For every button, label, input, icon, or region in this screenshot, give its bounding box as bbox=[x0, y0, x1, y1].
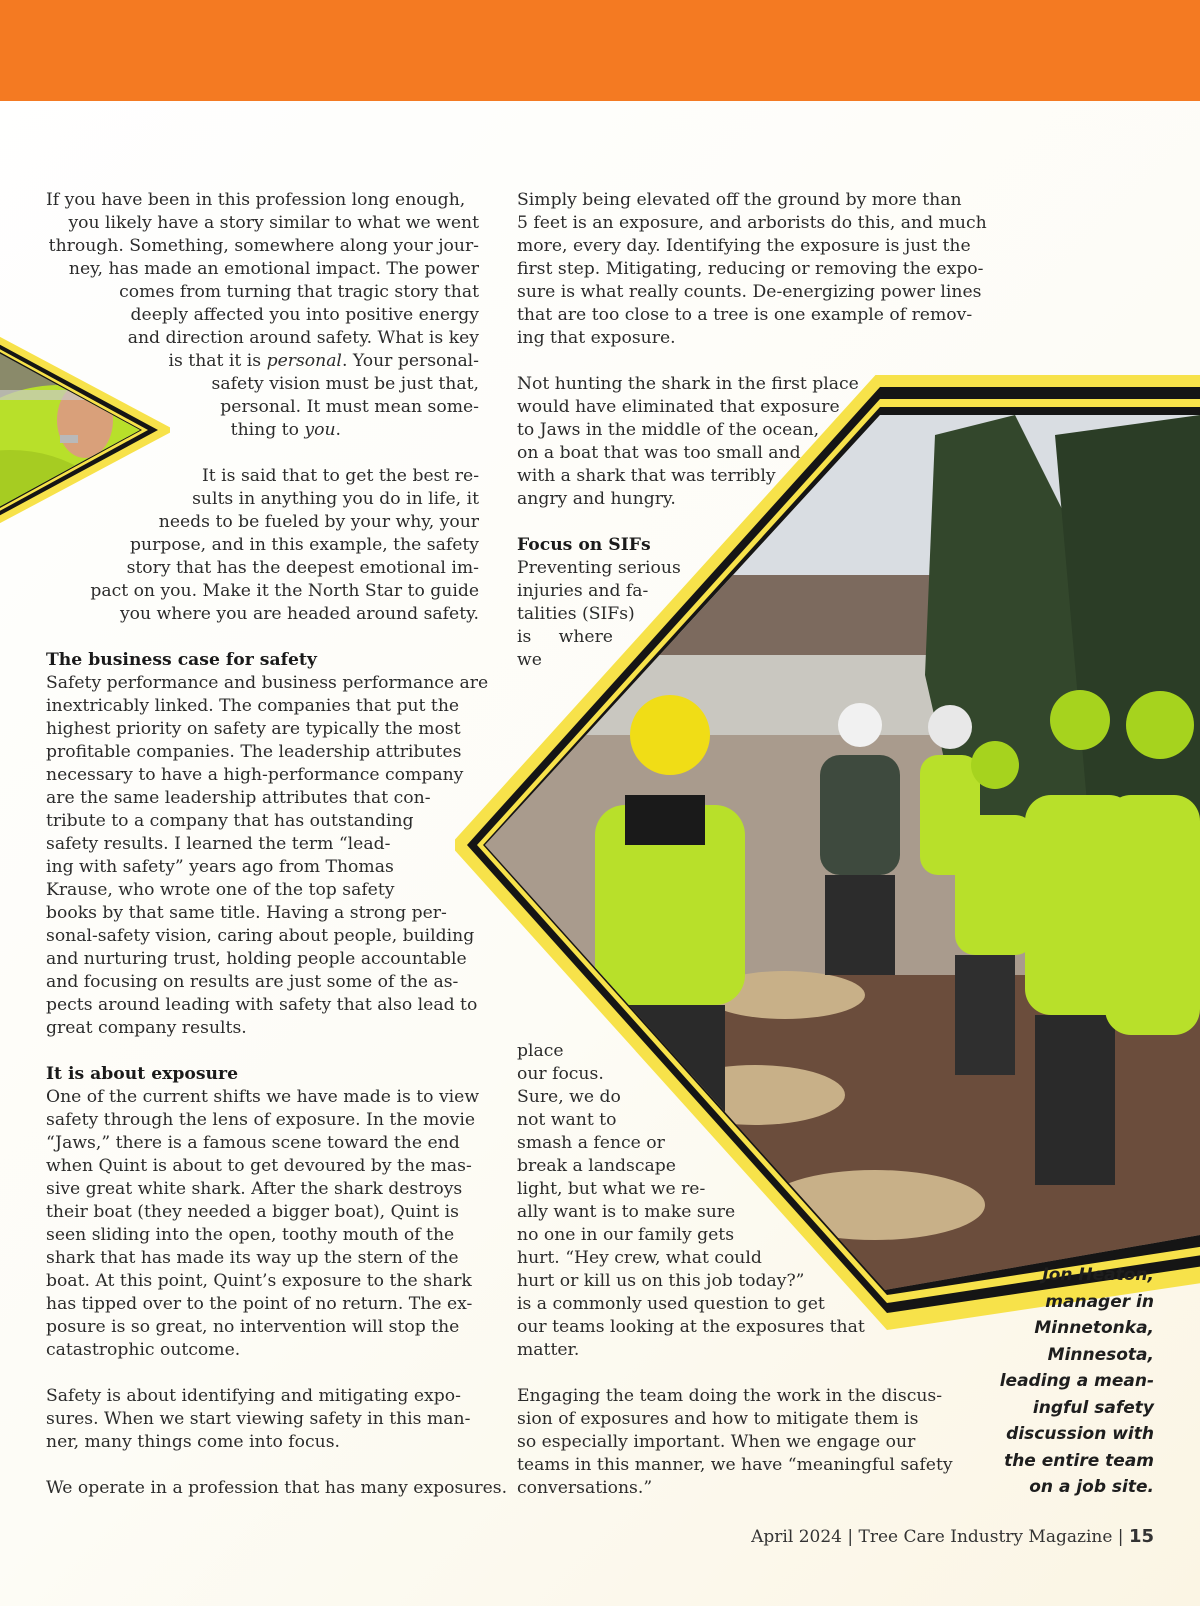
text-line: sures. When we start viewing safety in this man- bbox=[46, 1409, 471, 1429]
text-line: has tipped over to the point of no return. The ex- bbox=[46, 1294, 473, 1314]
caption-line: Minnesota, bbox=[1047, 1344, 1154, 1365]
text-line: is where bbox=[517, 627, 613, 647]
caption-line: Jon Heaton, bbox=[1042, 1265, 1154, 1285]
text-line: is a commonly used question to get bbox=[517, 1294, 825, 1314]
text-line: We operate in a profession that has many exposures. bbox=[46, 1478, 508, 1498]
text-line: sonal-safety vision, caring about people, building bbox=[46, 926, 475, 946]
text-line: we bbox=[517, 650, 542, 670]
text-line: on a boat that was too small and bbox=[517, 443, 801, 463]
text-line: tribute to a company that has outstanding bbox=[46, 811, 414, 831]
text-line: It is said that to get the best re- bbox=[202, 466, 479, 486]
text-line: hurt or kill us on this job today?” bbox=[517, 1271, 805, 1291]
text-line: pects around leading with safety that also lead to bbox=[46, 995, 478, 1015]
text-line: comes from turning that tragic story that bbox=[119, 282, 479, 302]
text-line: conversations.” bbox=[517, 1478, 653, 1498]
caption-line: on a job site. bbox=[1029, 1477, 1154, 1497]
business-paragraph bbox=[46, 672, 489, 1040]
photo-caption bbox=[964, 1262, 1154, 1501]
header-orange-bar bbox=[0, 0, 1200, 101]
text-line: Krause, who wrote one of the top safety bbox=[46, 880, 395, 900]
text-line: sults in anything you do in life, it bbox=[192, 489, 479, 509]
text-line: ney, has made an emotional impact. The power bbox=[68, 259, 479, 279]
text-line: place bbox=[517, 1041, 564, 1061]
text-line: posure is so great, no intervention will stop the bbox=[46, 1317, 460, 1337]
text-line: 5 feet is an exposure, and arborists do this, and much bbox=[517, 213, 987, 233]
text-line: with a shark that was terribly bbox=[517, 466, 776, 486]
text-line: no one in our family gets bbox=[517, 1225, 735, 1245]
text-line: story that has the deepest emotional im- bbox=[126, 558, 479, 578]
caption-line: Minnetonka, bbox=[1034, 1318, 1154, 1338]
text-line: matter. bbox=[517, 1340, 580, 1360]
text-line: and focusing on results are just some of the as- bbox=[46, 972, 459, 992]
text-line: teams in this manner, we have “meaningful safety bbox=[517, 1455, 953, 1475]
text-line: Sure, we do bbox=[517, 1087, 621, 1107]
sifs-paragraph bbox=[517, 557, 950, 672]
text-line: more, every day. Identifying the exposure is just the bbox=[517, 236, 971, 256]
text-line: needs to be fueled by your why, your bbox=[158, 512, 479, 532]
text-line: seen sliding into the open, toothy mouth of the bbox=[46, 1225, 455, 1245]
heading-business-case: The business case for safety bbox=[46, 650, 317, 670]
text-line: our focus. bbox=[517, 1064, 604, 1084]
text-line: you likely have a story similar to what we went bbox=[68, 213, 479, 233]
text-line: hurt. “Hey crew, what could bbox=[517, 1248, 762, 1268]
text-segment: is that it is bbox=[168, 351, 267, 371]
text-line: our teams looking at the exposures that bbox=[517, 1317, 865, 1337]
caption-line: the entire team bbox=[1004, 1450, 1154, 1471]
text-line: necessary to have a high-performance company bbox=[46, 765, 464, 785]
emphasis-you: you bbox=[304, 420, 336, 440]
text-line: ally want is to make sure bbox=[517, 1202, 736, 1222]
text-line: you where you are headed around safety. bbox=[119, 604, 479, 624]
page-footer bbox=[751, 1526, 1154, 1547]
column-right bbox=[517, 189, 987, 1500]
footer-separator: | bbox=[1117, 1527, 1124, 1547]
intro-paragraph bbox=[46, 189, 479, 442]
text-line: not want to bbox=[517, 1110, 617, 1130]
text-line: through. Something, somewhere along your jour- bbox=[48, 236, 479, 256]
text-line: sure is what really counts. De-energizing power lines bbox=[517, 282, 982, 302]
text-line: safety results. I learned the term “lead- bbox=[46, 834, 391, 854]
caption-line: leading a mean- bbox=[999, 1371, 1154, 1391]
text-line: safety through the lens of exposure. In the movie bbox=[46, 1110, 476, 1130]
text-line: great company results. bbox=[46, 1018, 247, 1038]
text-line: sive great white shark. After the shark destroys bbox=[46, 1179, 463, 1199]
elevated-paragraph bbox=[517, 189, 987, 350]
text-line: catastrophic outcome. bbox=[46, 1340, 241, 1360]
page-number: 15 bbox=[1128, 1526, 1154, 1547]
emphasis-personal: personal bbox=[266, 351, 342, 371]
heading-focus-on-sifs: Focus on SIFs bbox=[517, 535, 651, 555]
text-line: Simply being elevated off the ground by more than bbox=[517, 190, 962, 210]
text-line: are the same leadership attributes that con- bbox=[46, 788, 431, 808]
text-line: their boat (they needed a bigger boat), Quint is bbox=[46, 1202, 459, 1222]
text-line: shark that has made its way up the stern of the bbox=[46, 1248, 459, 1268]
text-line: that are too close to a tree is one example of remov- bbox=[517, 305, 973, 325]
text-line: and direction around safety. What is key bbox=[127, 328, 479, 348]
column-left bbox=[46, 189, 508, 1500]
text-line: “Jaws,” there is a famous scene toward the end bbox=[46, 1133, 460, 1153]
text-line: light, but what we re- bbox=[517, 1179, 706, 1199]
text-line: break a landscape bbox=[517, 1156, 676, 1176]
exposure-paragraph bbox=[46, 1086, 479, 1362]
text-segment: thing to bbox=[230, 420, 305, 440]
caption-line: discussion with bbox=[1006, 1424, 1154, 1444]
text-line bbox=[46, 350, 479, 373]
text-line: If you have been in this profession long enough, bbox=[46, 190, 466, 210]
text-line: talities (SIFs) bbox=[517, 604, 635, 624]
text-line: and nurturing trust, holding people accountable bbox=[46, 949, 467, 969]
text-line: injuries and fa- bbox=[517, 581, 649, 601]
text-line: One of the current shifts we have made is to view bbox=[46, 1087, 480, 1107]
text-line: Safety performance and business performance are bbox=[46, 673, 489, 693]
text-line: so especially important. When we engage our bbox=[517, 1432, 916, 1452]
text-line: Not hunting the shark in the first place bbox=[517, 374, 859, 394]
text-line: would have eliminated that exposure bbox=[517, 397, 840, 417]
footer-separator: | bbox=[847, 1527, 854, 1547]
magazine-name: Tree Care Industry Magazine bbox=[858, 1527, 1113, 1547]
text-line: when Quint is about to get devoured by the mas- bbox=[46, 1156, 472, 1176]
text-line: safety vision must be just that, bbox=[211, 374, 479, 394]
text-line: highest priority on safety are typically the most bbox=[46, 719, 461, 739]
text-line: Preventing serious bbox=[517, 558, 681, 578]
text-line: inextricably linked. The companies that put the bbox=[46, 696, 460, 716]
caption-line: ingful safety bbox=[1032, 1397, 1154, 1418]
text-line: ner, many things come into focus. bbox=[46, 1432, 340, 1452]
text-line: Engaging the team doing the work in the discus- bbox=[517, 1386, 943, 1406]
sifs-continued-paragraph bbox=[517, 1040, 950, 1362]
text-line: to Jaws in the middle of the ocean, bbox=[517, 420, 820, 440]
text-line: sion of exposures and how to mitigate them is bbox=[517, 1409, 919, 1429]
text-line: angry and hungry. bbox=[517, 489, 676, 509]
text-segment: . Your personal- bbox=[341, 351, 479, 371]
mitigate-paragraph bbox=[46, 1385, 479, 1454]
heading-exposure: It is about exposure bbox=[46, 1064, 239, 1084]
text-line: boat. At this point, Quint’s exposure to the shark bbox=[46, 1271, 472, 1291]
engage-paragraph bbox=[517, 1385, 953, 1500]
shark-paragraph bbox=[517, 373, 950, 511]
text-line: smash a fence or bbox=[517, 1133, 665, 1153]
text-line: deeply affected you into positive energy bbox=[130, 305, 479, 325]
text-line: ing with safety” years ago from Thomas bbox=[46, 857, 394, 877]
text-line: pact on you. Make it the North Star to guide bbox=[90, 581, 479, 601]
text-segment: . bbox=[335, 420, 341, 440]
north-star-paragraph bbox=[46, 465, 479, 626]
caption-line: manager in bbox=[1045, 1291, 1154, 1312]
text-line: personal. It must mean some- bbox=[220, 397, 479, 417]
text-line: Safety is about identifying and mitigating expo- bbox=[46, 1386, 461, 1406]
text-line: books by that same title. Having a strong per- bbox=[46, 903, 447, 923]
text-line: purpose, and in this example, the safety bbox=[130, 535, 479, 555]
text-line: first step. Mitigating, reducing or removing the expo- bbox=[517, 259, 984, 279]
text-line bbox=[46, 419, 479, 442]
issue-date: April 2024 bbox=[751, 1527, 842, 1547]
text-line: profitable companies. The leadership attributes bbox=[46, 742, 462, 762]
text-line: ing that exposure. bbox=[517, 328, 676, 348]
